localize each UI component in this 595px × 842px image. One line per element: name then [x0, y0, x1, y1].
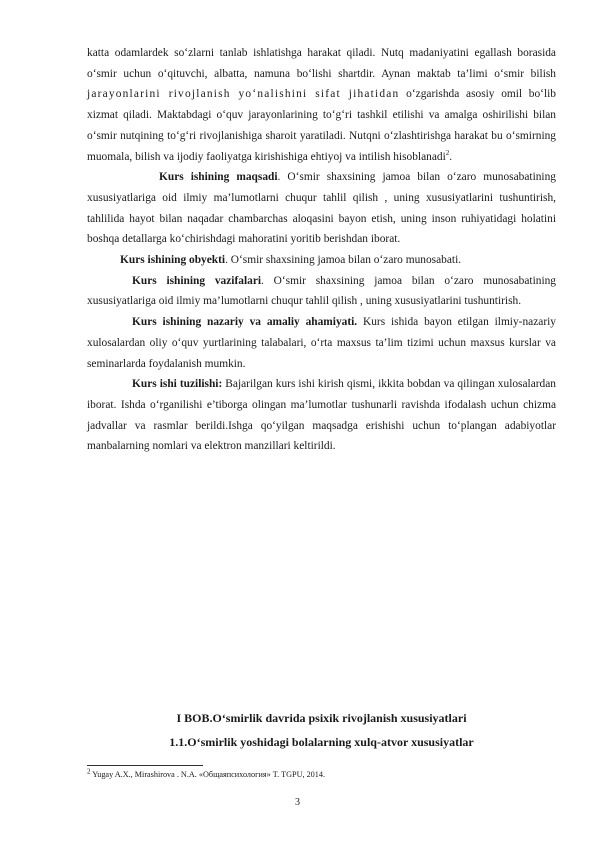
paragraph-text: katta odamlardek so‘zlarni tanlab ishlatishga harakat qiladi. Nutq madaniyatini egallash borasida o‘smir uchun o‘qituvchi, albatta, namuna bo‘lishi shartdir. Aynan maktab ta’limi o‘smir bilish	[87, 47, 556, 80]
paragraph-label: Kurs ishining vazifalari	[132, 274, 262, 287]
paragraph-text: Kurs ishida bayon etilgan ilmiy-nazariy xulosalardan oliy o‘quv yurtlarining talabalari, o‘rta maxsus ta’lim tizimi uchun maxsus kurslar va seminarlarda foydalanish mumkin.	[87, 316, 556, 370]
paragraph-object	[87, 250, 556, 271]
paragraph-structure	[87, 374, 556, 457]
body-text	[87, 43, 556, 457]
footnote-ref: 2	[445, 148, 450, 157]
page-number: 3	[295, 797, 300, 808]
paragraph-label: Kurs ishi tuzilishi:	[132, 378, 223, 391]
chapter-heading: I BOB.O‘smirlik davrida psixik rivojlanish xususiyatlari	[176, 711, 467, 725]
paragraph-intro	[87, 43, 556, 167]
paragraph-text: .	[449, 150, 453, 163]
paragraph-text: Bajarilgan kurs ishi kirish qismi, ikkita bobdan va qilingan xulosalardan iborat. Ishda o‘rganilishi e’tiborga olingan ma’lumotlar tushunarli ravishda ifodalash uchun chizma jadvallar va rasmlar berildi.Ishga qo‘yilgan maqsadga erishishi uchun to‘plangan adabiyotlar manbalarning nomlari va elektron manzillari keltirildi.	[87, 378, 556, 453]
paragraph-label: Kurs ishining obyekti	[120, 254, 226, 267]
paragraph-goal	[87, 167, 556, 250]
footnote-text: Yugay A.X., Mirashirova . N.A. «Общаяпсихология» T. TGPU, 2014.	[90, 770, 325, 779]
paragraph-tasks	[87, 271, 556, 312]
footnote-divider	[87, 765, 203, 766]
paragraph-text: . O‘smir shaxsining jamoa bilan o‘zaro munosabatining xususiyatlariga oid ilmiy ma’lumotlarni chuqur tahlil qilish , uning xususiyatlarini tushuntirish.	[87, 274, 556, 308]
paragraph-significance	[87, 312, 556, 374]
footnote	[87, 769, 325, 780]
paragraph-label: Kurs ishining nazariy va amaliy ahamiyati.	[132, 316, 358, 329]
paragraph-label: Kurs ishining maqsadi	[159, 171, 278, 184]
spaced-text: jarayonlarini rivojlanish yo‘nalishini sifat jihatidan	[87, 88, 400, 101]
paragraph-text: . O‘smir shaxsining jamoa bilan o‘zaro munosabatining xususiyatlariga oid ilmiy ma’lumotlarni chuqur tahlil qilish , uning xususiyatlarini tushuntirish, tahlilida hayot bilan naqadar chambarchas aloqasini bayon etish, uning inson ruhiyatidagi holatini boshqa detallarga ko‘chirishdagi mahoratini yoritib berishdan iborat.	[87, 171, 556, 246]
paragraph-text: . O‘smir shaxsining jamoa bilan o‘zaro munosabati.	[225, 254, 462, 267]
section-heading: 1.1.O‘smirlik yoshidagi bolalarning xulq-atvor xususiyatlar	[169, 735, 474, 749]
paragraph-text: o‘zgarishda asosiy omil bo‘lib xizmat qiladi. Maktabdagi o‘quv jarayonlarining to‘g‘ri tashkil etilishi va amalga oshirilishi bilan o‘smir nutqining to‘g‘ri rivojlanishiga sharoit yaratiladi. Nutqni o‘zlashtirishga harakat bu o‘smirning muomala, bilish va ijodiy faoliyatga kirishishiga ehtiyoj va intilish hisoblanadi	[87, 88, 556, 163]
footnote-number: 2	[87, 767, 91, 776]
